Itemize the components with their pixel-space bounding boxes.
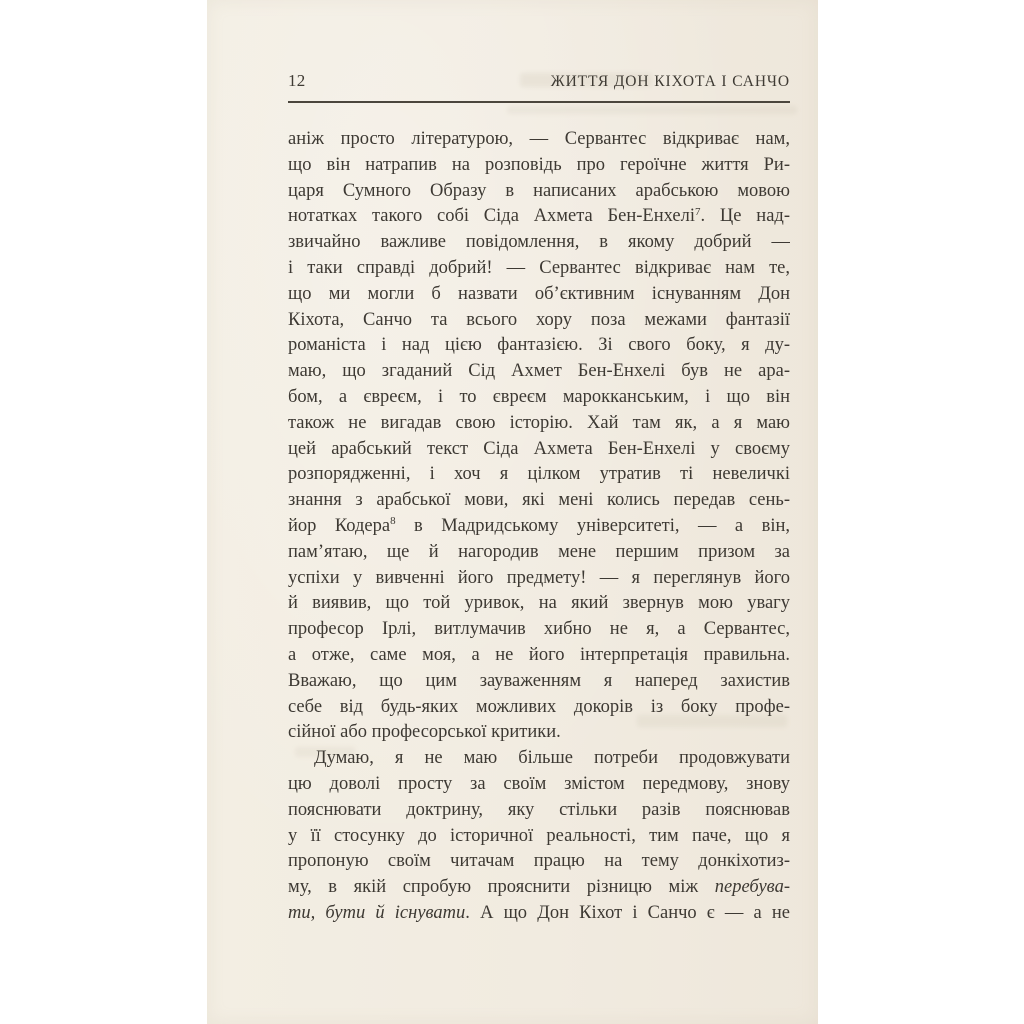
text-line — [288, 359, 790, 385]
text-segment: аніж просто літературою, — Сервантес відкриває нам, — [288, 129, 790, 149]
book-page-scan — [207, 0, 818, 1024]
text-segment: маю, що згаданий Сід Ахмет Бен-Енхелі був не ара- — [288, 361, 790, 382]
text-segment: му, в якій спробую прояснити різницю між — [288, 877, 715, 898]
text-segment: бом, а євреєм, і то євреєм марокканським, і що він — [288, 386, 790, 407]
text-line — [288, 617, 790, 643]
text-segment: розпорядженні, і хоч я цілком утратив ті невеличкі — [288, 464, 790, 485]
running-title: ЖИТТЯ ДОН КІХОТА І САНЧО — [550, 73, 790, 90]
text-segment: в Мадридському університеті, — а він, — [395, 515, 790, 536]
text-segment: царя Сумного Образу в написаних арабською мовою — [288, 180, 790, 201]
text-line — [288, 566, 790, 592]
text-line — [288, 437, 790, 463]
text-segment: що він натрапив на розповідь про героїчне життя Ри- — [288, 154, 790, 175]
text-line — [288, 204, 790, 230]
text-line — [288, 875, 790, 901]
text-line — [288, 514, 790, 540]
text-segment: пропоную своїм читачам працю на тему донкіхотиз- — [288, 851, 790, 872]
text-segment: що ми могли б назвати об’єктивним існуванням Дон — [288, 283, 790, 304]
text-segment: у її стосунку до історичної реальності, тим паче, що я — [288, 825, 790, 846]
text-segment: цю доволі просту за своїм змістом передмову, знову — [288, 773, 790, 794]
text-line — [288, 153, 790, 179]
text-line — [288, 720, 790, 746]
text-line — [288, 411, 790, 437]
text-line — [288, 901, 790, 927]
text-segment: . Це над- — [700, 206, 790, 227]
text-line — [288, 282, 790, 308]
page-header — [288, 71, 790, 91]
text-line — [288, 798, 790, 824]
text-segment: пояснювати доктрину, яку стільки разів пояснював — [288, 799, 790, 820]
text-line — [288, 230, 790, 256]
text-line — [288, 488, 790, 514]
text-line — [288, 695, 790, 721]
text-segment: звичайно важливе повідомлення, в якому добрий — — [288, 232, 790, 253]
paragraph — [288, 127, 790, 746]
header-rule — [288, 101, 790, 103]
text-line — [288, 179, 790, 205]
text-segment: нотатках такого собі Сіда Ахмета Бен-Енхелі — [288, 206, 696, 227]
text-segment: знання з арабської мови, які мені колись передав сень- — [288, 490, 790, 511]
page-body — [288, 127, 790, 927]
text-line — [288, 462, 790, 488]
text-segment: . А що Дон Кіхот і Санчо є — а не — [465, 902, 790, 923]
text-line — [288, 308, 790, 334]
text-segment: а отже, саме моя, а не його інтерпретація правильна. — [288, 644, 790, 665]
text-line — [288, 333, 790, 359]
text-segment: йор Кодера — [288, 515, 391, 536]
text-segment: пам’ятаю, ще й нагородив мене першим призом за — [288, 541, 790, 562]
text-segment: і таки справді добрий! — Сервантес відкриває нам те, — [288, 257, 790, 278]
text-segment: професор Ірлі, витлумачив хибно не я, а Сервантес, — [288, 619, 790, 640]
text-line — [288, 824, 790, 850]
text-line — [288, 849, 790, 875]
page-number: 12 — [288, 71, 306, 90]
emphasized-text: ти, бути й існувати — [288, 902, 466, 923]
text-line — [288, 256, 790, 282]
text-segment: також не вигадав свою історію. Хай там як, а я маю — [288, 412, 790, 433]
text-line — [288, 772, 790, 798]
text-segment: цей арабський текст Сіда Ахмета Бен-Енхелі у своєму — [288, 438, 790, 459]
text-line — [288, 669, 790, 695]
text-segment: себе від будь-яких можливих докорів із боку профе- — [288, 696, 790, 717]
text-segment: романіста і над цією фантазією. Зі свого боку, я ду- — [288, 335, 790, 356]
text-line — [288, 127, 790, 153]
footnote-reference: 8 — [390, 515, 396, 528]
text-segment: Кіхота, Санчо та всього хору поза межами фантазії — [288, 309, 790, 330]
text-line — [288, 643, 790, 669]
emphasized-text: перебува- — [714, 877, 790, 898]
footnote-reference: 7 — [695, 205, 701, 218]
text-segment: Вважаю, що цим зауваженням я наперед захистив — [288, 670, 790, 691]
text-line — [288, 540, 790, 566]
show-through-artifact — [507, 106, 797, 114]
text-segment: й виявив, що той уривок, на який звернув мою увагу — [288, 593, 790, 614]
text-line — [288, 385, 790, 411]
paragraph — [288, 746, 790, 927]
text-segment: сійної або професорської критики. — [288, 722, 561, 743]
text-line — [288, 591, 790, 617]
text-segment: успіхи у вивченні його предмету! — я переглянув його — [288, 567, 790, 588]
text-line — [288, 746, 790, 772]
text-segment: Думаю, я не маю більше потреби продовжувати — [314, 748, 790, 769]
